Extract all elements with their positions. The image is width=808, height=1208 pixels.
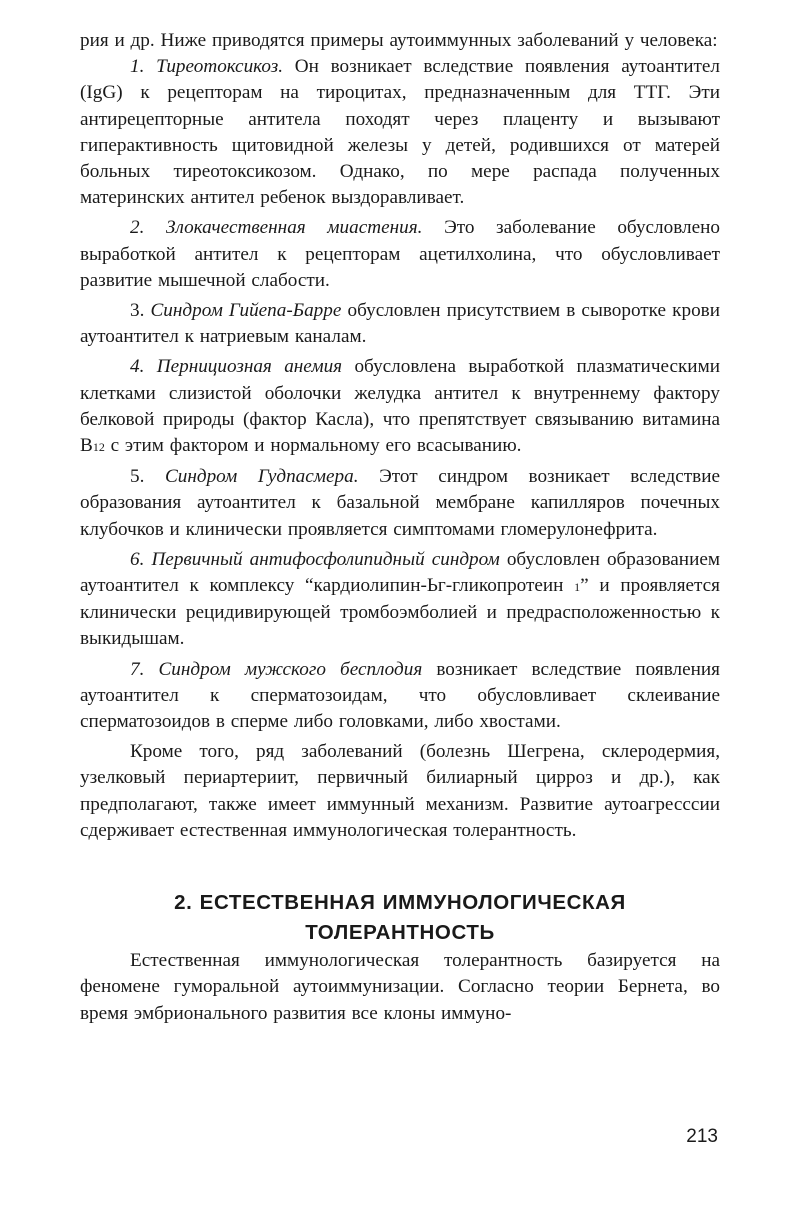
text-guillain-barre: обусловлен присутствием в сыворотке крови аутоантител к натриевым каналам. (80, 300, 720, 348)
subscript-b12: 12 (92, 440, 105, 455)
text-thyrotoxicosis: Он возникает вследствие появления аутоантител (IgG) к рецепторам на тироцитах, предназначенным для ТТГ. Эти антирецепторные антитела походят через плаценту и вызывают гиперактивность щитовидной железы у детей, родившихся от матерей больных тиреотоксикозом. Однако, по мере распада полученных материнских антител ребенок выздоравливает. (80, 56, 720, 209)
book-page (80, 28, 720, 1027)
paragraph-section-body: Естественная иммунологическая толерантность базируется на феномене гуморальной аутоиммунизации. Согласно теории Бернета, во время эмбрионального развития все клоны иммуно- (80, 950, 720, 1024)
text-myasthenia: Это заболевание обусловлено выработкой антител к рецепторам ацетилхолина, что обусловливает развитие мышечной слабости. (80, 217, 720, 291)
page-number: 213 (686, 1126, 718, 1147)
term-guillain-barre: Синдром Гийепа-Барре (150, 300, 342, 322)
paragraph-other-diseases: Кроме того, ряд заболеваний (болезнь Шегрена, склеродермия, узелковый периартериит, первичный билиарный цирроз и др.), как предполагают, также имеет иммунный механизм. Развитие аутоагресссии сдерживает естественная иммунологическая толерантность. (80, 741, 720, 841)
text-goodpasture: Этот синдром возникает вследствие образования аутоантител к базальной мембране капилляров почечных клубочков и клинически проявляется симптомами гломерулонефрита. (80, 466, 720, 540)
term-thyrotoxicosis: 1. Тиреотоксикоз. (130, 56, 284, 78)
term-goodpasture: Синдром Гудпасмера. (164, 466, 359, 488)
text-infertility: возникает вследствие появления аутоантител к сперматозоидам, что обусловливает склеивание сперматозоидов в сперме либо головками, либо хвостами. (80, 658, 720, 733)
section-heading-line2: ТОЛЕРАНТНОСТЬ (305, 921, 495, 945)
text-antiphospholipid-a: обусловлен образованием аутоантител к комплексу “кардиолипин-Ьг-гликопротеин (80, 548, 720, 597)
term-infertility: 7. Синдром мужского бесплодия (130, 658, 423, 680)
paragraph-antiphospholipid (80, 547, 720, 653)
paragraph-goodpasture (80, 464, 720, 543)
section-heading-line1: 2. ЕСТЕСТВЕННАЯ ИММУНОЛОГИЧЕСКАЯ (174, 891, 626, 915)
section-heading (80, 888, 720, 948)
number-goodpasture: 5. (130, 466, 165, 488)
paragraph-guillain-barre (80, 298, 720, 350)
term-antiphospholipid: 6. Первичный антифосфолипидный синдром (130, 548, 500, 570)
text-antiphospholipid-b: ” и проявляется клинически рецидивирующей тромбоэмболией и предрасположенностью к выкидышам. (80, 575, 720, 650)
text-pernicious-anemia-a: обусловлена выработкой плазматическими клетками слизистой оболочки желудка антител к внутреннему фактору белковой природы (фактор Касла), что препятствует связыванию витамина В (80, 356, 720, 457)
paragraph-pernicious-anemia (80, 354, 720, 460)
term-pernicious-anemia: 4. Пернициозная анемия (130, 356, 343, 378)
text-pernicious-anemia-b: с этим фактором и нормальному его всасыванию. (104, 435, 522, 457)
paragraph-infertility (80, 657, 720, 736)
number-guillain-barre: 3. (130, 300, 151, 322)
subscript-protein: 1 (574, 580, 581, 595)
paragraph-thyrotoxicosis (80, 54, 720, 211)
paragraph-intro: рия и др. Ниже приводятся примеры аутоиммунных заболеваний у человека: (80, 30, 718, 51)
term-myasthenia: 2. Злокачественная миастения. (130, 217, 423, 239)
paragraph-myasthenia (80, 215, 720, 294)
